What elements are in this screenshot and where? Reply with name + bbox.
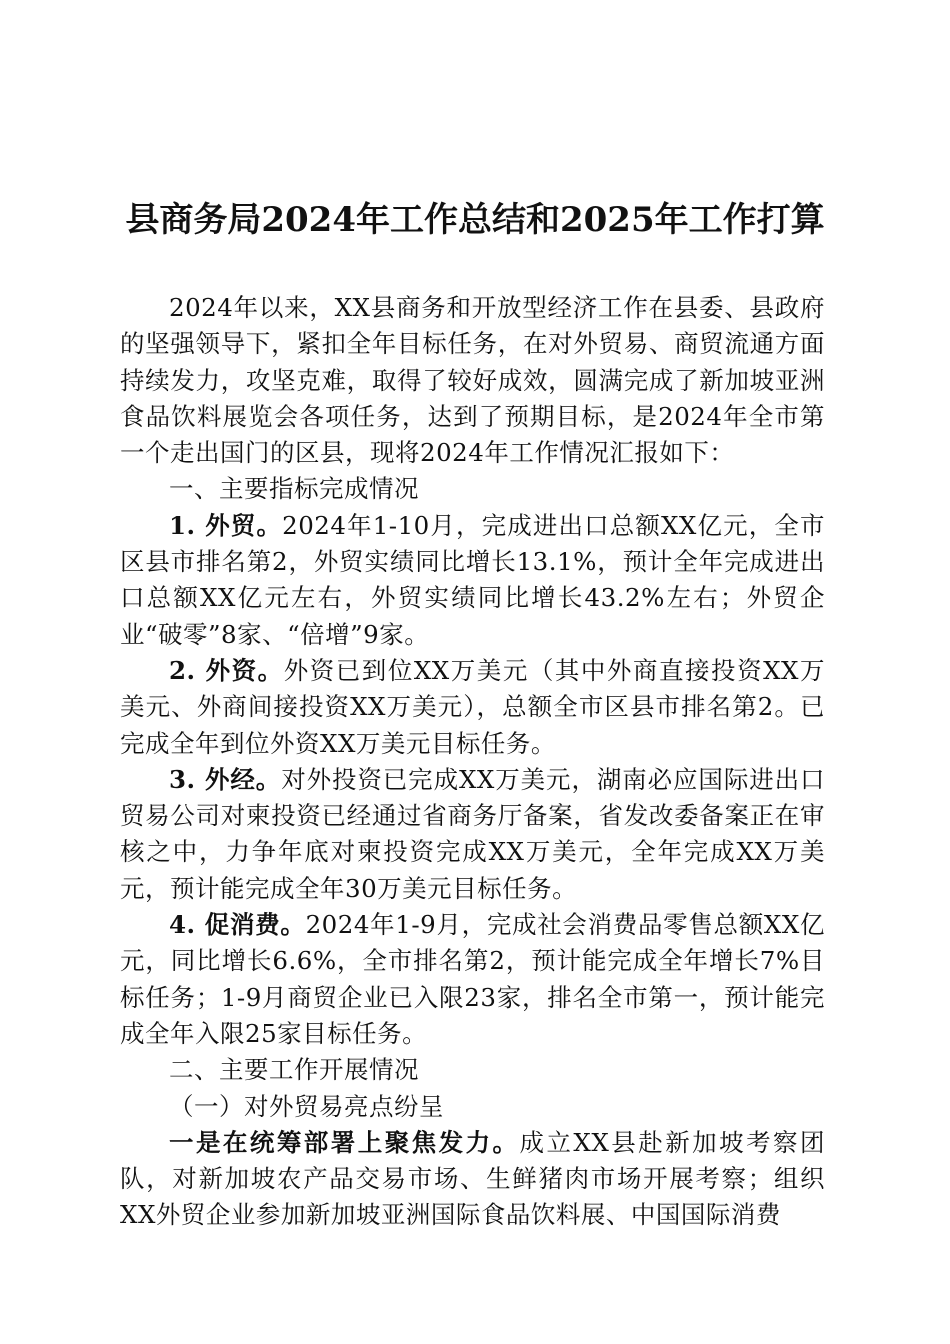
item-text: 2024年1-10月，完成进出口总额XX亿元，全市区县市排名第2，外贸实绩同比增长13.1%，预计全年完成进出口总额XX亿元左右，外贸实绩同比增长43.2%左右；外贸企业“破零”8家、“倍增”9家。 bbox=[120, 510, 825, 649]
item-text: 外资已到位XX万美元（其中外商直接投资XX万美元、外商间接投资XX万美元），总额全市区县市排名第2。已完成全年到位外资XX万美元目标任务。 bbox=[120, 655, 826, 758]
item-foreign-capital bbox=[120, 653, 825, 762]
item-text: 2024年1-9月，完成社会消费品零售总额XX亿元，同比增长6.6%，全市排名第2，预计能完成全年增长7%目标任务；1-9月商贸企业已入限23家，排名全市第一，预计能完成全年入限25家目标任务。 bbox=[120, 910, 825, 1048]
item-text: 成立XX县赴新加坡考察团队，对新加坡农产品交易市场、生鲜猪肉市场开展考察；组织XX外贸企业参加新加坡亚洲国际食品饮料展、中国国际消费 bbox=[120, 1127, 825, 1230]
item-foreign-trade bbox=[120, 508, 825, 653]
item-consumption bbox=[120, 907, 825, 1052]
intro-paragraph: 2024年以来，XX县商务和开放型经济工作在县委、县政府的坚强领导下，紧扣全年目标任务，在对外贸易、商贸流通方面持续发力，攻坚克难，取得了较好成效，圆满完成了新加坡亚洲食品饮料展览会各项任务，达到了预期目标，是2024年全市第一个走出国门的区县，现将2024年工作情况汇报如下： bbox=[120, 293, 825, 468]
item-lead: 3. 外经。 bbox=[169, 764, 282, 794]
item-lead: 1. 外贸。 bbox=[169, 510, 283, 540]
document-body bbox=[120, 290, 825, 1234]
section2-heading: 二、主要工作开展情况 bbox=[169, 1055, 419, 1085]
item-lead: 一是在统筹部署上聚焦发力。 bbox=[169, 1127, 520, 1157]
section2-subheading: （一）对外贸易亮点纷呈 bbox=[169, 1091, 444, 1121]
item-text: 对外投资已完成XX万美元，湖南必应国际进出口贸易公司对柬投资已经通过省商务厅备案，省发改委备案正在审核之中，力争年底对柬投资完成XX万美元，全年完成XX万美元，预计能完成全年30万美元目标任务。 bbox=[120, 764, 826, 903]
item-lead: 4. 促消费。 bbox=[169, 910, 306, 940]
item-foreign-economy bbox=[120, 762, 825, 907]
section1-heading: 一、主要指标完成情况 bbox=[169, 474, 419, 504]
item-coordination bbox=[120, 1125, 825, 1234]
item-lead: 2. 外资。 bbox=[169, 655, 284, 685]
document-title: 县商务局2024年工作总结和2025年工作打算 bbox=[125, 200, 825, 240]
